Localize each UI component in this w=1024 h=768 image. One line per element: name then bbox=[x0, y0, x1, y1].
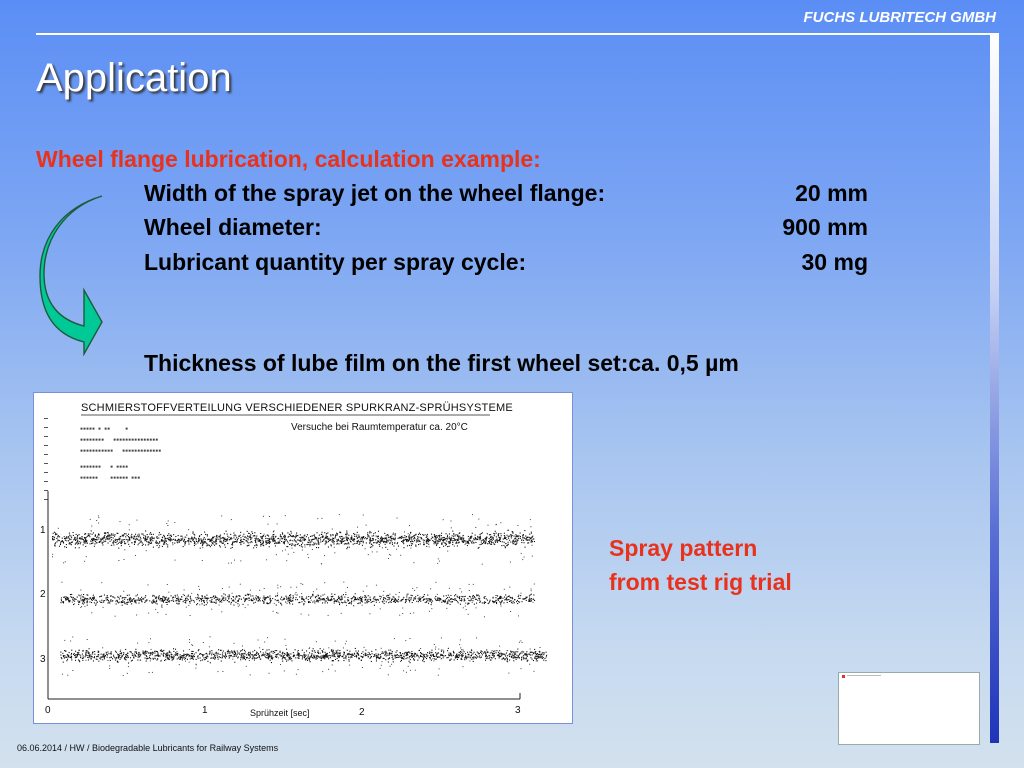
calc-value: 900 mm bbox=[782, 214, 868, 240]
row-label: 2 bbox=[40, 589, 46, 600]
company-name: FUCHS LUBRITECH GMBH bbox=[803, 9, 996, 26]
row-label: 3 bbox=[40, 654, 46, 665]
caption-line: Spray pattern bbox=[609, 535, 758, 561]
spray-pattern-plot bbox=[34, 393, 574, 725]
x-axis-label: Sprühzeit [sec] bbox=[250, 708, 310, 718]
footer-text: 06.06.2014 / HW / Biodegradable Lubricants for Railway Systems bbox=[17, 743, 279, 753]
slide-thumbnail bbox=[838, 672, 980, 745]
calc-row-wheel-diameter bbox=[144, 214, 868, 241]
figure-title: SCHMIERSTOFFVERTEILUNG VERSCHIEDENER SPURKRANZ-SPRÜHSYSTEME bbox=[81, 402, 513, 414]
calc-value: 30 mg bbox=[801, 249, 868, 275]
meta-line: ▪▪▪▪▪▪▪▪ ▪▪▪▪▪▪▪▪▪▪▪▪▪▪▪ bbox=[80, 437, 159, 443]
calc-label: Lubricant quantity per spray cycle: bbox=[144, 249, 527, 275]
x-tick-label: 3 bbox=[515, 705, 521, 716]
thumbnail-marker bbox=[842, 675, 845, 678]
film-thickness-result: Thickness of lube film on the first wheel set:ca. 0,5 µm bbox=[144, 350, 739, 376]
curved-arrow-icon bbox=[38, 192, 108, 356]
meta-line: ▪▪▪▪▪▪▪▪▪▪▪ ▪▪▪▪▪▪▪▪▪▪▪▪▪ bbox=[80, 448, 162, 454]
figure-caption bbox=[609, 531, 792, 599]
section-subtitle: Wheel flange lubrication, calculation example: bbox=[36, 146, 541, 172]
calc-label: Width of the spray jet on the wheel flange: bbox=[144, 180, 606, 206]
x-tick-label: 0 bbox=[45, 705, 51, 716]
thumbnail-text bbox=[847, 675, 881, 676]
spray-pattern-figure bbox=[33, 392, 573, 724]
x-tick-label: 2 bbox=[359, 707, 365, 718]
caption-line: from test rig trial bbox=[609, 569, 792, 595]
calc-label: Wheel diameter: bbox=[144, 214, 322, 240]
meta-line: ▪▪▪▪▪▪ ▪▪▪▪▪▪ ▪▪▪ bbox=[80, 475, 141, 481]
figure-subtitle: Versuche bei Raumtemperatur ca. 20°C bbox=[291, 422, 468, 433]
meta-line: ▪▪▪▪▪ ▪ ▪▪ ▪ bbox=[80, 426, 129, 432]
x-tick-label: 1 bbox=[202, 705, 208, 716]
calc-row-spray-width bbox=[144, 180, 868, 207]
meta-line: ▪▪▪▪▪▪▪ ▪ ▪▪▪▪ bbox=[80, 464, 129, 470]
header-divider bbox=[36, 33, 990, 35]
side-accent-bar bbox=[990, 33, 999, 743]
calc-row-lubricant-quantity bbox=[144, 249, 868, 276]
calc-value: 20 mm bbox=[795, 180, 868, 206]
row-label: 1 bbox=[40, 525, 46, 536]
page-title: Application bbox=[36, 56, 232, 100]
